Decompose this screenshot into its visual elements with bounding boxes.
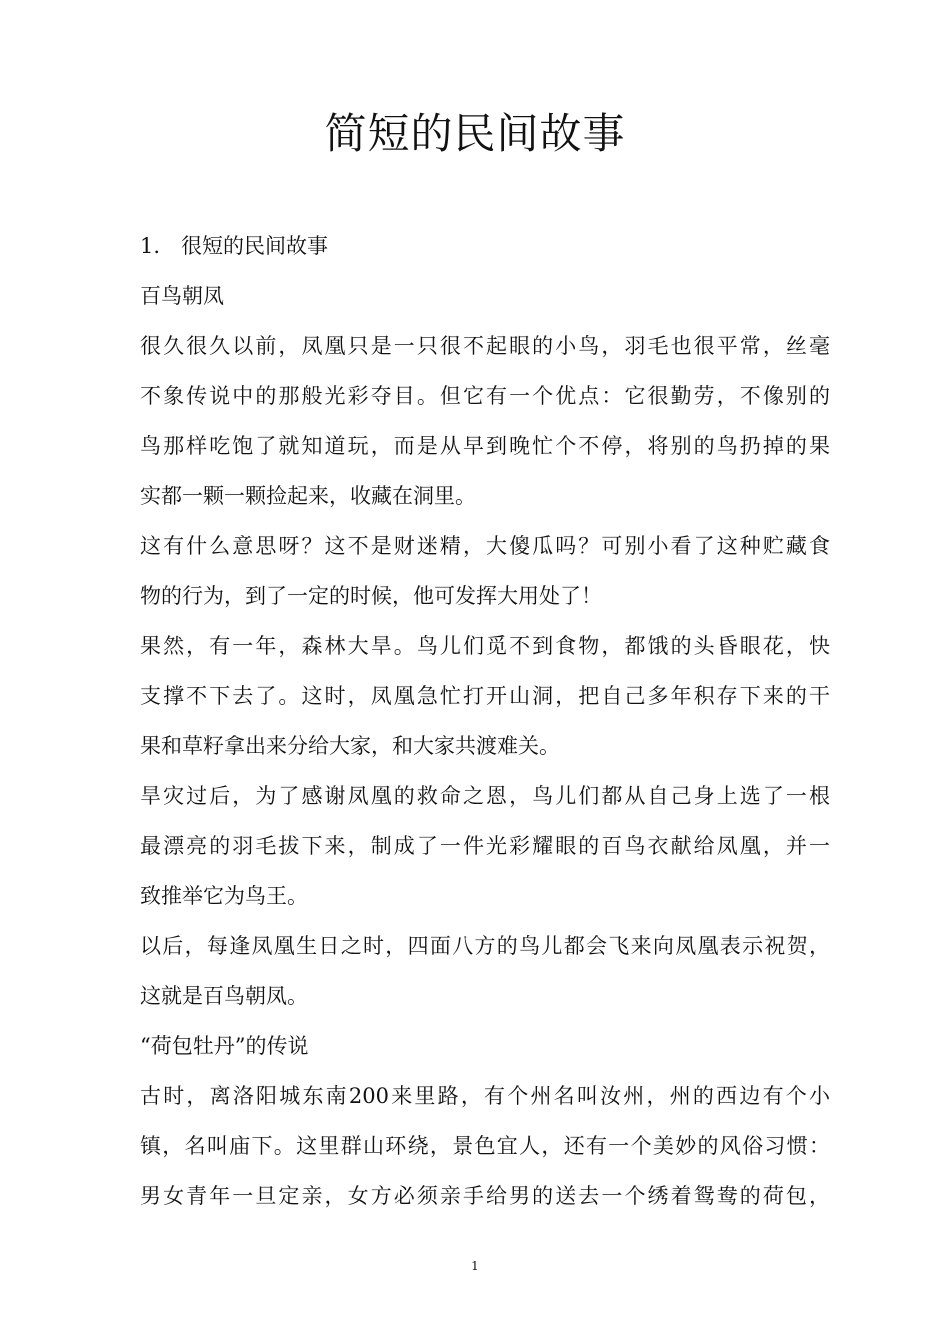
document-body	[140, 221, 830, 1221]
text-line: 物的行为，到了一定的时候，他可发挥大用处了！	[140, 584, 602, 608]
text-line: 男女青年一旦定亲，女方必须亲手给男的送去一个绣着鸳鸯的荷包，	[140, 1184, 830, 1208]
text-line: 果和草籽拿出来分给大家，和大家共渡难关。	[140, 734, 560, 758]
text-line: 最漂亮的羽毛拔下来，制成了一件光彩耀眼的百鸟衣献给凤凰，并一	[140, 834, 830, 858]
text-line: 致推举它为鸟王。	[140, 884, 308, 908]
text-line: 不象传说中的那般光彩夺目。但它有一个优点：它很勤劳，不像别的	[140, 384, 830, 408]
text-line: 百鸟朝凤	[140, 284, 224, 308]
text-line: 这有什么意思呀？这不是财迷精，大傻瓜吗？可别小看了这种贮藏食	[140, 534, 830, 558]
document-title: 简短的民间故事	[324, 109, 626, 158]
text-line: 鸟那样吃饱了就知道玩，而是从早到晚忙个不停，将别的鸟扔掉的果	[140, 434, 830, 458]
text-line: 以后，每逢凤凰生日之时，四面八方的鸟儿都会飞来向凤凰表示祝贺，	[140, 934, 830, 958]
text-line: 1. 很短的民间故事	[140, 234, 329, 258]
text-line: “荷包牡丹”的传说	[140, 1034, 309, 1058]
page-number: 1	[471, 1259, 479, 1273]
text-line: 实都一颗一颗捡起来，收藏在洞里。	[140, 484, 476, 508]
text-line: 镇，名叫庙下。这里群山环绕，景色宜人，还有一个美妙的风俗习惯：	[140, 1134, 830, 1158]
text-line: 很久很久以前，凤凰只是一只很不起眼的小鸟，羽毛也很平常，丝毫	[140, 334, 830, 358]
text-line: 旱灾过后，为了感谢凤凰的救命之恩，鸟儿们都从自己身上选了一根	[140, 784, 830, 808]
text-line: 这就是百鸟朝凤。	[140, 984, 308, 1008]
text-line: 支撑不下去了。这时，凤凰急忙打开山洞，把自己多年积存下来的干	[140, 684, 830, 708]
text-line: 古时，离洛阳城东南200来里路，有个州名叫汝州，州的西边有个小	[140, 1084, 830, 1108]
text-line: 果然，有一年，森林大旱。鸟儿们觅不到食物，都饿的头昏眼花，快	[140, 634, 830, 658]
